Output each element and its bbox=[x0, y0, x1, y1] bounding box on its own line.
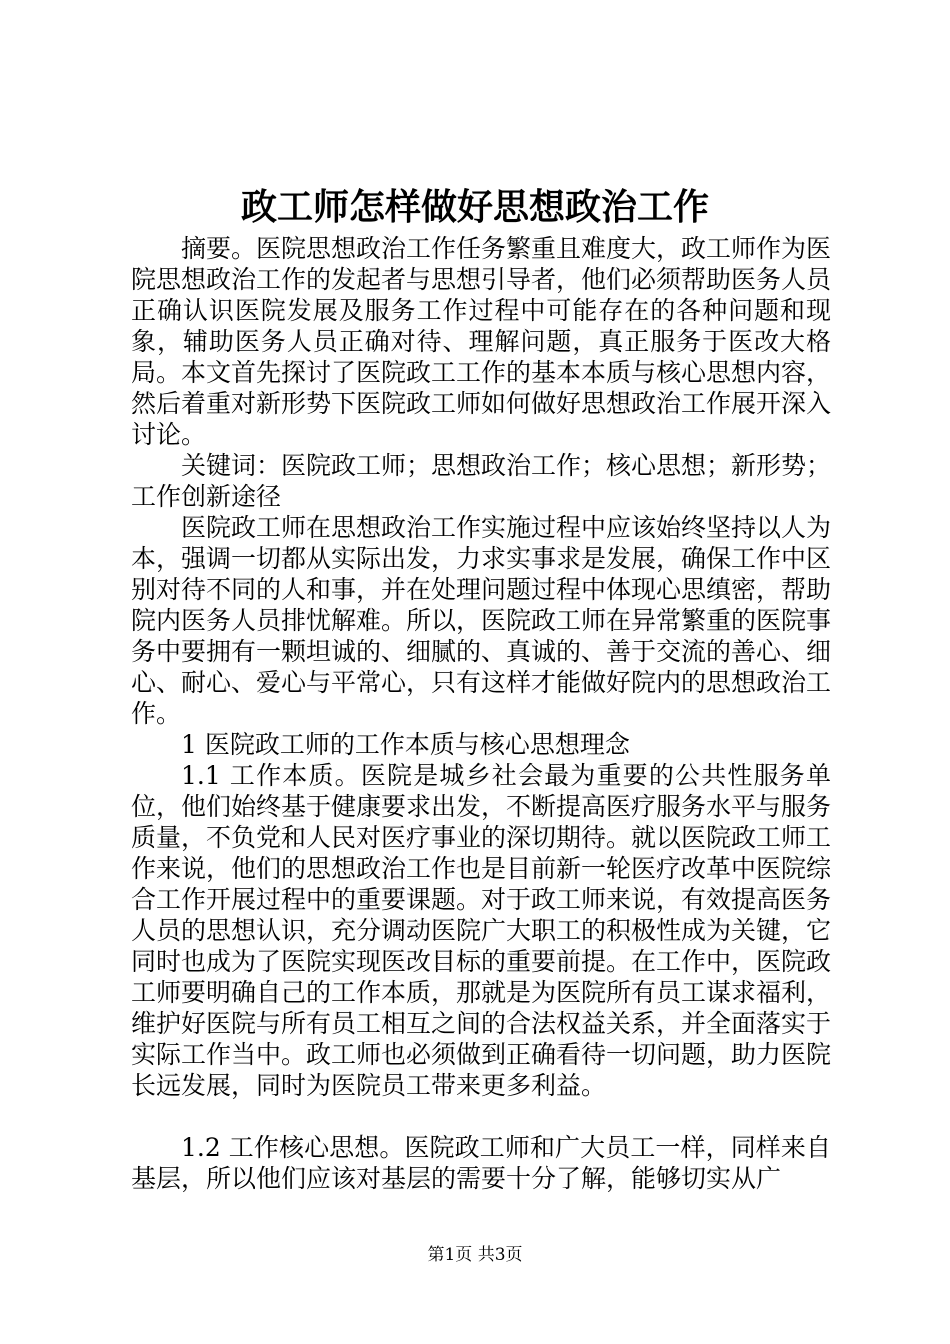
keywords-paragraph: 关键词：医院政工师；思想政治工作；核心思想；新形势；工作创新途径 bbox=[131, 451, 832, 511]
section-heading: 1 医院政工师的工作本质与核心思想理念 bbox=[181, 730, 630, 759]
intro-paragraph: 医院政工师在思想政治工作实施过程中应该始终坚持以人为本，强调一切都从实际出发，力求实事求是发展，确保工作中区别对待不同的人和事，并在处理问题过程中体现心思缜密，帮助院内医务人员排忧解难。所以，医院政工师在异常繁重的医院事务中要拥有一颗坦诚的、细腻的、真诚的、善于交流的善心、细心、耐心、爱心与平常心，只有这样才能做好院内的思想政治工作。 bbox=[131, 513, 832, 728]
abstract-paragraph: 摘要。医院思想政治工作任务繁重且难度大，政工师作为医院思想政治工作的发起者与思想引导者，他们必须帮助医务人员正确认识医院发展及服务工作过程中可能存在的各种问题和现象，辅助医务人员正确对待、理解问题，真正服务于医改大格局。本文首先探讨了医院政工工作的基本本质与核心思想内容，然后着重对新形势下医院政工师如何做好思想政治工作展开深入讨论。 bbox=[131, 234, 832, 449]
document-body bbox=[131, 233, 831, 1194]
section-1-1-paragraph: 1.1 工作本质。医院是城乡社会最为重要的公共性服务单位，他们始终基于健康要求出发，不断提高医疗服务水平与服务质量，不负党和人民对医疗事业的深切期待。就以医院政工师工作来说，他们的思想政治工作也是目前新一轮医疗改革中医院综合工作开展过程中的重要课题。对于政工师来说，有效提高医务人员的思想认识，充分调动医院广大职工的积极性成为关键，它同时也成为了医院实现医改目标的重要前提。在工作中，医院政工师要明确自己的工作本质，那就是为医院所有员工谋求福利，维护好医院与所有员工相互之间的合法权益关系，并全面落实于实际工作当中。政工师也必须做到正确看待一切问题，助力医院长远发展，同时为医院员工带来更多利益。 bbox=[131, 761, 832, 1100]
document-title: 政工师怎样做好思想政治工作 bbox=[240, 186, 709, 228]
section-1-2-paragraph: 1.2 工作核心思想。医院政工师和广大员工一样，同样来自基层，所以他们应该对基层的需要十分了解，能够切实从广 bbox=[131, 1133, 831, 1193]
page-footer: 第1页 共3页 bbox=[427, 1245, 523, 1265]
